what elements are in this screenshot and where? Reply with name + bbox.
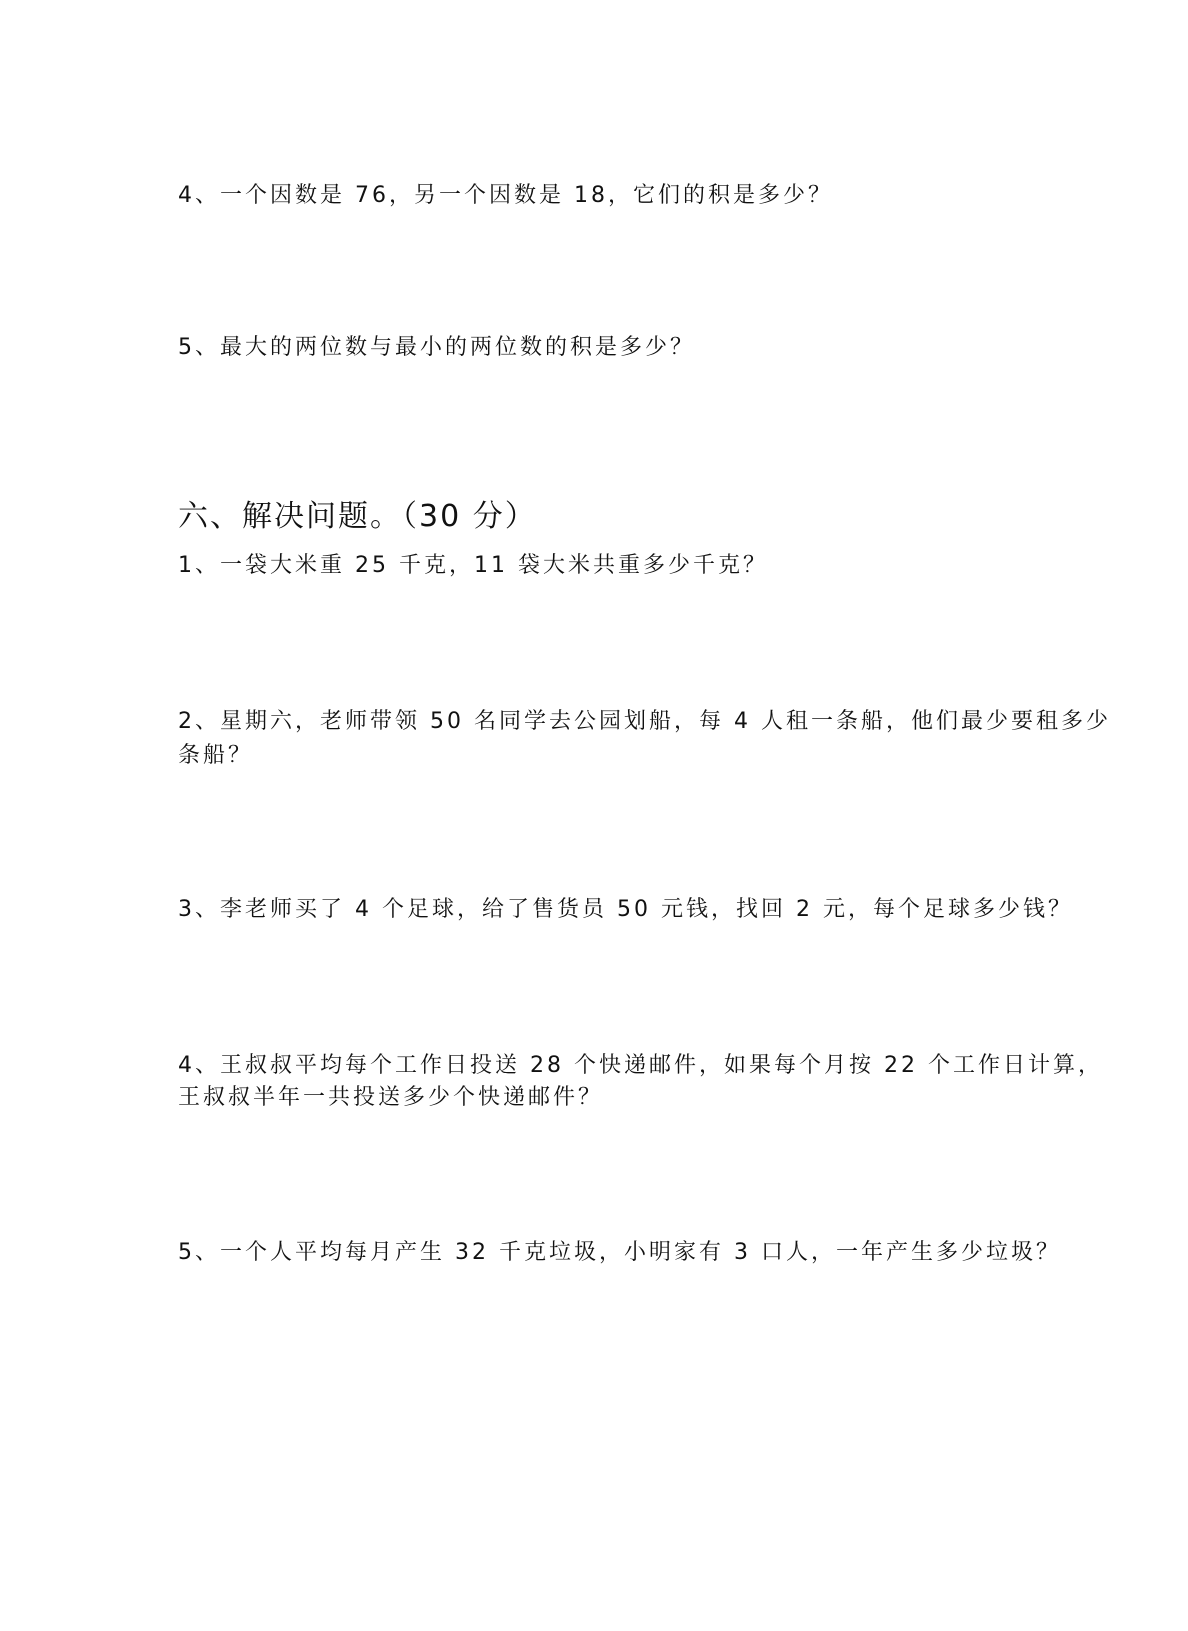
question-6-3: 3、李老师买了 4 个足球，给了售货员 50 元钱，找回 2 元，每个足球多少钱？ — [178, 897, 1073, 922]
question-5-5: 5、最大的两位数与最小的两位数的积是多少？ — [178, 335, 695, 360]
section-6-title: 六、解决问题。（30 分） — [178, 499, 537, 534]
question-6-1: 1、一袋大米重 25 千克，11 袋大米共重多少千克？ — [178, 553, 768, 578]
question-5-4: 4、一个因数是 76，另一个因数是 18，它们的积是多少？ — [178, 183, 833, 208]
question-6-2-line1: 2、星期六，老师带领 50 名同学去公园划船，每 4 人租一条船，他们最少要租多少 — [178, 709, 1111, 734]
question-6-2-line2: 条船？ — [178, 743, 254, 768]
question-6-4-line1: 4、王叔叔平均每个工作日投送 28 个快递邮件，如果每个月按 22 个工作日计算， — [178, 1053, 1103, 1078]
question-6-4-line2: 王叔叔半年一共投送多少个快递邮件？ — [178, 1085, 604, 1110]
question-6-5: 5、一个人平均每月产生 32 千克垃圾，小明家有 3 口人，一年产生多少垃圾？ — [178, 1240, 1061, 1265]
